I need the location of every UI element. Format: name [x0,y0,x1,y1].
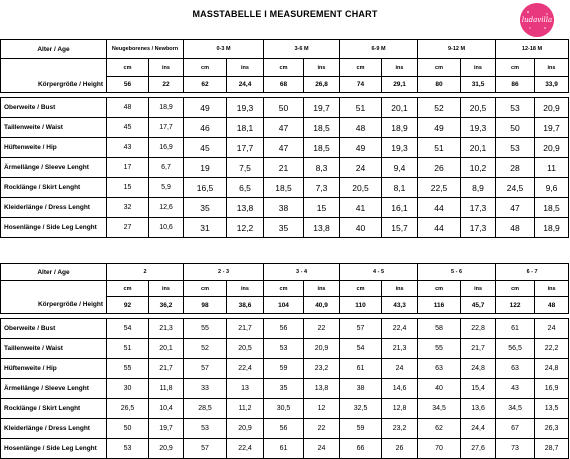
measurement-value: 24,5 [496,178,535,198]
measurement-value: 66 [340,439,382,459]
measurement-value: 51 [107,339,149,359]
measurement-value: 11,2 [227,399,264,419]
measurement-value: 54 [340,339,382,359]
unit-header: ins [304,281,340,297]
measurement-table-baby [0,39,569,238]
measurement-value: 47 [264,138,304,158]
unit-header: ins [382,281,418,297]
measurement-value: 19,3 [461,118,496,138]
unit-header: cm [107,59,149,77]
measurement-value: 17,3 [461,198,496,218]
measurement-value: 51 [418,138,461,158]
measurement-value: 13,8 [304,218,340,238]
measurement-value: 20,9 [535,98,569,118]
height-value: 92 [107,297,149,314]
measurement-value: 12 [304,399,340,419]
measurement-value: 24 [535,319,569,339]
age-label: Alter / Age [1,264,107,281]
measurement-value: 53 [107,439,149,459]
measurement-label: Ärmellänge / Sleeve Lenght [1,158,107,178]
age-header-row [1,264,569,281]
measurement-value: 18,5 [304,118,340,138]
measurement-value: 18,5 [304,138,340,158]
measurement-row [1,218,569,238]
measurement-value: 57 [184,439,227,459]
measurement-value: 18,9 [535,218,569,238]
measurement-value: 24,8 [535,359,569,379]
measurement-label: Kleiderlänge / Dress Lenght [1,198,107,218]
measurement-value: 22,2 [535,339,569,359]
measurement-row [1,319,569,339]
unit-header: ins [149,281,184,297]
measurement-value: 73 [496,439,535,459]
age-label: Alter / Age [1,40,107,59]
unit-header: ins [461,59,496,77]
measurement-value: 28 [496,158,535,178]
measurement-value: 17,3 [461,218,496,238]
unit-header: cm [496,281,535,297]
measurement-value: 53 [496,98,535,118]
measurement-table-kids [0,263,569,459]
measurement-value: 56 [264,419,304,439]
measurement-value: 32,5 [340,399,382,419]
measurement-row [1,138,569,158]
measurement-label: Hüftenweite / Hip [1,359,107,379]
measurement-value: 35 [184,198,227,218]
height-value: 22 [149,77,184,93]
height-value: 24,4 [227,77,264,93]
height-value: 110 [340,297,382,314]
measurement-value: 34,5 [418,399,461,419]
unit-row [1,281,569,297]
measurement-row [1,178,569,198]
size-group-header: 0-3 M [184,40,264,59]
unit-row-label [1,281,107,297]
measurement-value: 22,4 [382,319,418,339]
measurement-value: 27 [107,218,149,238]
measurement-value: 8,1 [382,178,418,198]
size-group-header: Neugeborenes / Newborn [107,40,184,59]
measurement-value: 18,5 [535,198,569,218]
measurement-value: 20,1 [461,138,496,158]
measurement-value: 43 [107,138,149,158]
measurement-value: 5,9 [149,178,184,198]
measurement-value: 58 [418,319,461,339]
measurement-value: 16,9 [149,138,184,158]
height-value: 98 [184,297,227,314]
measurement-label: Taillenweite / Waist [1,118,107,138]
measurement-value: 18,5 [264,178,304,198]
measurement-value: 24,8 [461,359,496,379]
size-group-header: 5 - 6 [418,264,496,281]
height-value: 40,9 [304,297,340,314]
measurement-value: 10,6 [149,218,184,238]
measurement-value: 6,5 [227,178,264,198]
size-group-header: 6 - 7 [496,264,569,281]
measurement-value: 47 [496,198,535,218]
size-group-header: 6-9 M [340,40,418,59]
measurement-value: 53 [184,419,227,439]
unit-header: ins [304,59,340,77]
unit-header: cm [496,59,535,77]
unit-header: cm [184,59,227,77]
measurement-value: 15 [304,198,340,218]
unit-header: cm [184,281,227,297]
measurement-value: 53 [496,138,535,158]
measurement-value: 24,4 [461,419,496,439]
measurement-label: Hosenlänge / Side Leg Lenght [1,218,107,238]
measurement-value: 70 [418,439,461,459]
measurement-value: 20,9 [227,419,264,439]
measurement-value: 50 [496,118,535,138]
measurement-value: 20,9 [149,439,184,459]
measurement-value: 26,5 [107,399,149,419]
measurement-value: 12,2 [227,218,264,238]
height-row [1,77,569,93]
measurement-value: 22,5 [418,178,461,198]
measurement-value: 24 [304,439,340,459]
measurement-value: 48 [496,218,535,238]
measurement-value: 19,3 [227,98,264,118]
measurement-value: 50 [107,419,149,439]
measurement-value: 47 [264,118,304,138]
height-value: 62 [184,77,227,93]
measurement-value: 16,1 [382,198,418,218]
measurement-value: 7,5 [227,158,264,178]
measurement-value: 48 [107,98,149,118]
measurement-value: 16,5 [184,178,227,198]
measurement-row [1,118,569,138]
height-value: 43,3 [382,297,418,314]
measurement-value: 19,7 [304,98,340,118]
measurement-value: 56,5 [496,339,535,359]
measurement-value: 8,9 [461,178,496,198]
unit-header: cm [107,281,149,297]
size-group-header: 3-6 M [264,40,340,59]
height-value: 45,7 [461,297,496,314]
measurement-value: 52 [184,339,227,359]
measurement-value: 43 [496,379,535,399]
height-value: 29,1 [382,77,418,93]
measurement-value: 15,4 [461,379,496,399]
measurement-value: 13,5 [535,399,569,419]
measurement-value: 9,4 [382,158,418,178]
measurement-row [1,379,569,399]
measurement-row [1,399,569,419]
unit-header: cm [340,59,382,77]
measurement-value: 57 [340,319,382,339]
measurement-value: 45 [107,118,149,138]
measurement-value: 23,2 [382,419,418,439]
size-group-header: 2 - 3 [184,264,264,281]
measurement-value: 6,7 [149,158,184,178]
measurement-value: 22,4 [227,439,264,459]
measurement-value: 49 [184,98,227,118]
measurement-value: 10,2 [461,158,496,178]
height-value: 48 [535,297,569,314]
height-value: 104 [264,297,304,314]
measurement-value: 20,5 [340,178,382,198]
measurement-value: 30,5 [264,399,304,419]
measurement-value: 13,8 [227,198,264,218]
measurement-value: 18,9 [382,118,418,138]
unit-header: ins [382,59,418,77]
measurement-value: 56 [264,319,304,339]
measurement-value: 17,7 [227,138,264,158]
measurement-value: 20,5 [461,98,496,118]
height-row [1,297,569,314]
measurement-value: 12,6 [149,198,184,218]
measurement-value: 41 [340,198,382,218]
measurement-value: 32 [107,198,149,218]
unit-header: cm [418,281,461,297]
height-value: 26,8 [304,77,340,93]
brand-logo [520,3,554,37]
measurement-value: 21,7 [149,359,184,379]
measurement-value: 22,4 [227,359,264,379]
measurement-value: 13 [227,379,264,399]
height-value: 36,2 [149,297,184,314]
measurement-value: 61 [496,319,535,339]
measurement-value: 52 [418,98,461,118]
unit-header: cm [340,281,382,297]
measurement-value: 21,7 [227,319,264,339]
height-value: 122 [496,297,535,314]
height-label: Körpergröße / Height [1,297,107,314]
measurement-value: 20,9 [535,138,569,158]
measurement-row [1,419,569,439]
measurement-row [1,98,569,118]
measurement-value: 18,1 [227,118,264,138]
measurement-value: 35 [264,218,304,238]
unit-header: cm [264,281,304,297]
measurement-value: 53 [264,339,304,359]
measurement-value: 48 [340,118,382,138]
measurement-value: 24 [382,359,418,379]
measurement-label: Hosenlänge / Side Leg Lenght [1,439,107,459]
measurement-value: 24 [340,158,382,178]
measurement-value: 9,6 [535,178,569,198]
size-group-header: 3 - 4 [264,264,340,281]
measurement-value: 20,9 [304,339,340,359]
measurement-value: 61 [264,439,304,459]
measurement-value: 18,9 [149,98,184,118]
measurement-value: 10,4 [149,399,184,419]
measurement-value: 46 [184,118,227,138]
unit-header: cm [418,59,461,77]
measurement-value: 28,7 [535,439,569,459]
measurement-value: 20,1 [149,339,184,359]
measurement-value: 22 [304,419,340,439]
measurement-value: 19,7 [535,118,569,138]
unit-row [1,59,569,77]
measurement-value: 40 [418,379,461,399]
size-group-header: 12-18 M [496,40,569,59]
measurement-value: 55 [418,339,461,359]
measurement-value: 44 [418,198,461,218]
measurement-value: 63 [496,359,535,379]
measurement-value: 28,5 [184,399,227,419]
height-value: 116 [418,297,461,314]
size-group-header: 2 [107,264,184,281]
measurement-value: 19 [184,158,227,178]
measurement-value: 49 [418,118,461,138]
measurement-value: 21 [264,158,304,178]
measurement-label: Rocklänge / Skirt Lenght [1,399,107,419]
measurement-value: 63 [418,359,461,379]
measurement-label: Hüftenweite / Hip [1,138,107,158]
measurement-label: Oberweite / Bust [1,98,107,118]
measurement-value: 17 [107,158,149,178]
measurement-value: 33 [184,379,227,399]
measurement-value: 62 [418,419,461,439]
height-label: Körpergröße / Height [1,77,107,93]
measurement-value: 22,8 [461,319,496,339]
height-value: 80 [418,77,461,93]
measurement-value: 22 [304,319,340,339]
measurement-value: 7,3 [304,178,340,198]
measurement-value: 34,5 [496,399,535,419]
measurement-label: Rocklänge / Skirt Lenght [1,178,107,198]
unit-header: cm [264,59,304,77]
measurement-value: 23,2 [304,359,340,379]
measurement-label: Ärmellänge / Sleeve Lenght [1,379,107,399]
measurement-value: 38 [340,379,382,399]
measurement-label: Kleiderlänge / Dress Lenght [1,419,107,439]
measurement-value: 21,7 [461,339,496,359]
measurement-value: 27,6 [461,439,496,459]
measurement-row [1,158,569,178]
measurement-value: 8,3 [304,158,340,178]
svg-text:ludavilla: ludavilla [521,16,553,24]
measurement-value: 13,6 [461,399,496,419]
measurement-label: Taillenweite / Waist [1,339,107,359]
measurement-value: 31 [184,218,227,238]
measurement-value: 26,3 [535,419,569,439]
measurement-value: 55 [184,319,227,339]
unit-header: ins [227,281,264,297]
measurement-value: 54 [107,319,149,339]
size-group-header: 9-12 M [418,40,496,59]
measurement-row [1,198,569,218]
unit-header: ins [461,281,496,297]
measurement-value: 21,3 [382,339,418,359]
measurement-row [1,439,569,459]
measurement-row [1,359,569,379]
measurement-value: 55 [107,359,149,379]
unit-row-label [1,59,107,77]
height-value: 86 [496,77,535,93]
measurement-value: 26 [418,158,461,178]
measurement-value: 14,6 [382,379,418,399]
measurement-value: 50 [264,98,304,118]
unit-header: ins [535,59,569,77]
measurement-value: 16,9 [535,379,569,399]
measurement-value: 35 [264,379,304,399]
height-value: 31,5 [461,77,496,93]
measurement-value: 67 [496,419,535,439]
measurement-value: 57 [184,359,227,379]
measurement-value: 15,7 [382,218,418,238]
height-value: 68 [264,77,304,93]
measurement-value: 38 [264,198,304,218]
unit-header: ins [227,59,264,77]
measurement-value: 19,7 [149,419,184,439]
measurement-value: 17,7 [149,118,184,138]
measurement-value: 11,8 [149,379,184,399]
measurement-value: 13,8 [304,379,340,399]
unit-header: ins [535,281,569,297]
measurement-value: 30 [107,379,149,399]
measurement-value: 61 [340,359,382,379]
height-value: 38,6 [227,297,264,314]
measurement-value: 15 [107,178,149,198]
height-value: 74 [340,77,382,93]
page-title: MASSTABELLE I MEASUREMENT CHART [192,9,378,19]
size-group-header: 4 - 5 [340,264,418,281]
measurement-value: 19,3 [382,138,418,158]
measurement-value: 44 [418,218,461,238]
measurement-value: 59 [340,419,382,439]
measurement-value: 20,1 [382,98,418,118]
height-value: 56 [107,77,149,93]
measurement-value: 49 [340,138,382,158]
measurement-value: 20,5 [227,339,264,359]
measurement-value: 45 [184,138,227,158]
measurement-row [1,339,569,359]
measurement-label: Oberweite / Bust [1,319,107,339]
measurement-value: 12,8 [382,399,418,419]
measurement-value: 21,3 [149,319,184,339]
age-header-row [1,40,569,59]
measurement-value: 11 [535,158,569,178]
measurement-value: 51 [340,98,382,118]
measurement-value: 40 [340,218,382,238]
height-value: 33,9 [535,77,569,93]
unit-header: ins [149,59,184,77]
measurement-value: 59 [264,359,304,379]
measurement-value: 26 [382,439,418,459]
